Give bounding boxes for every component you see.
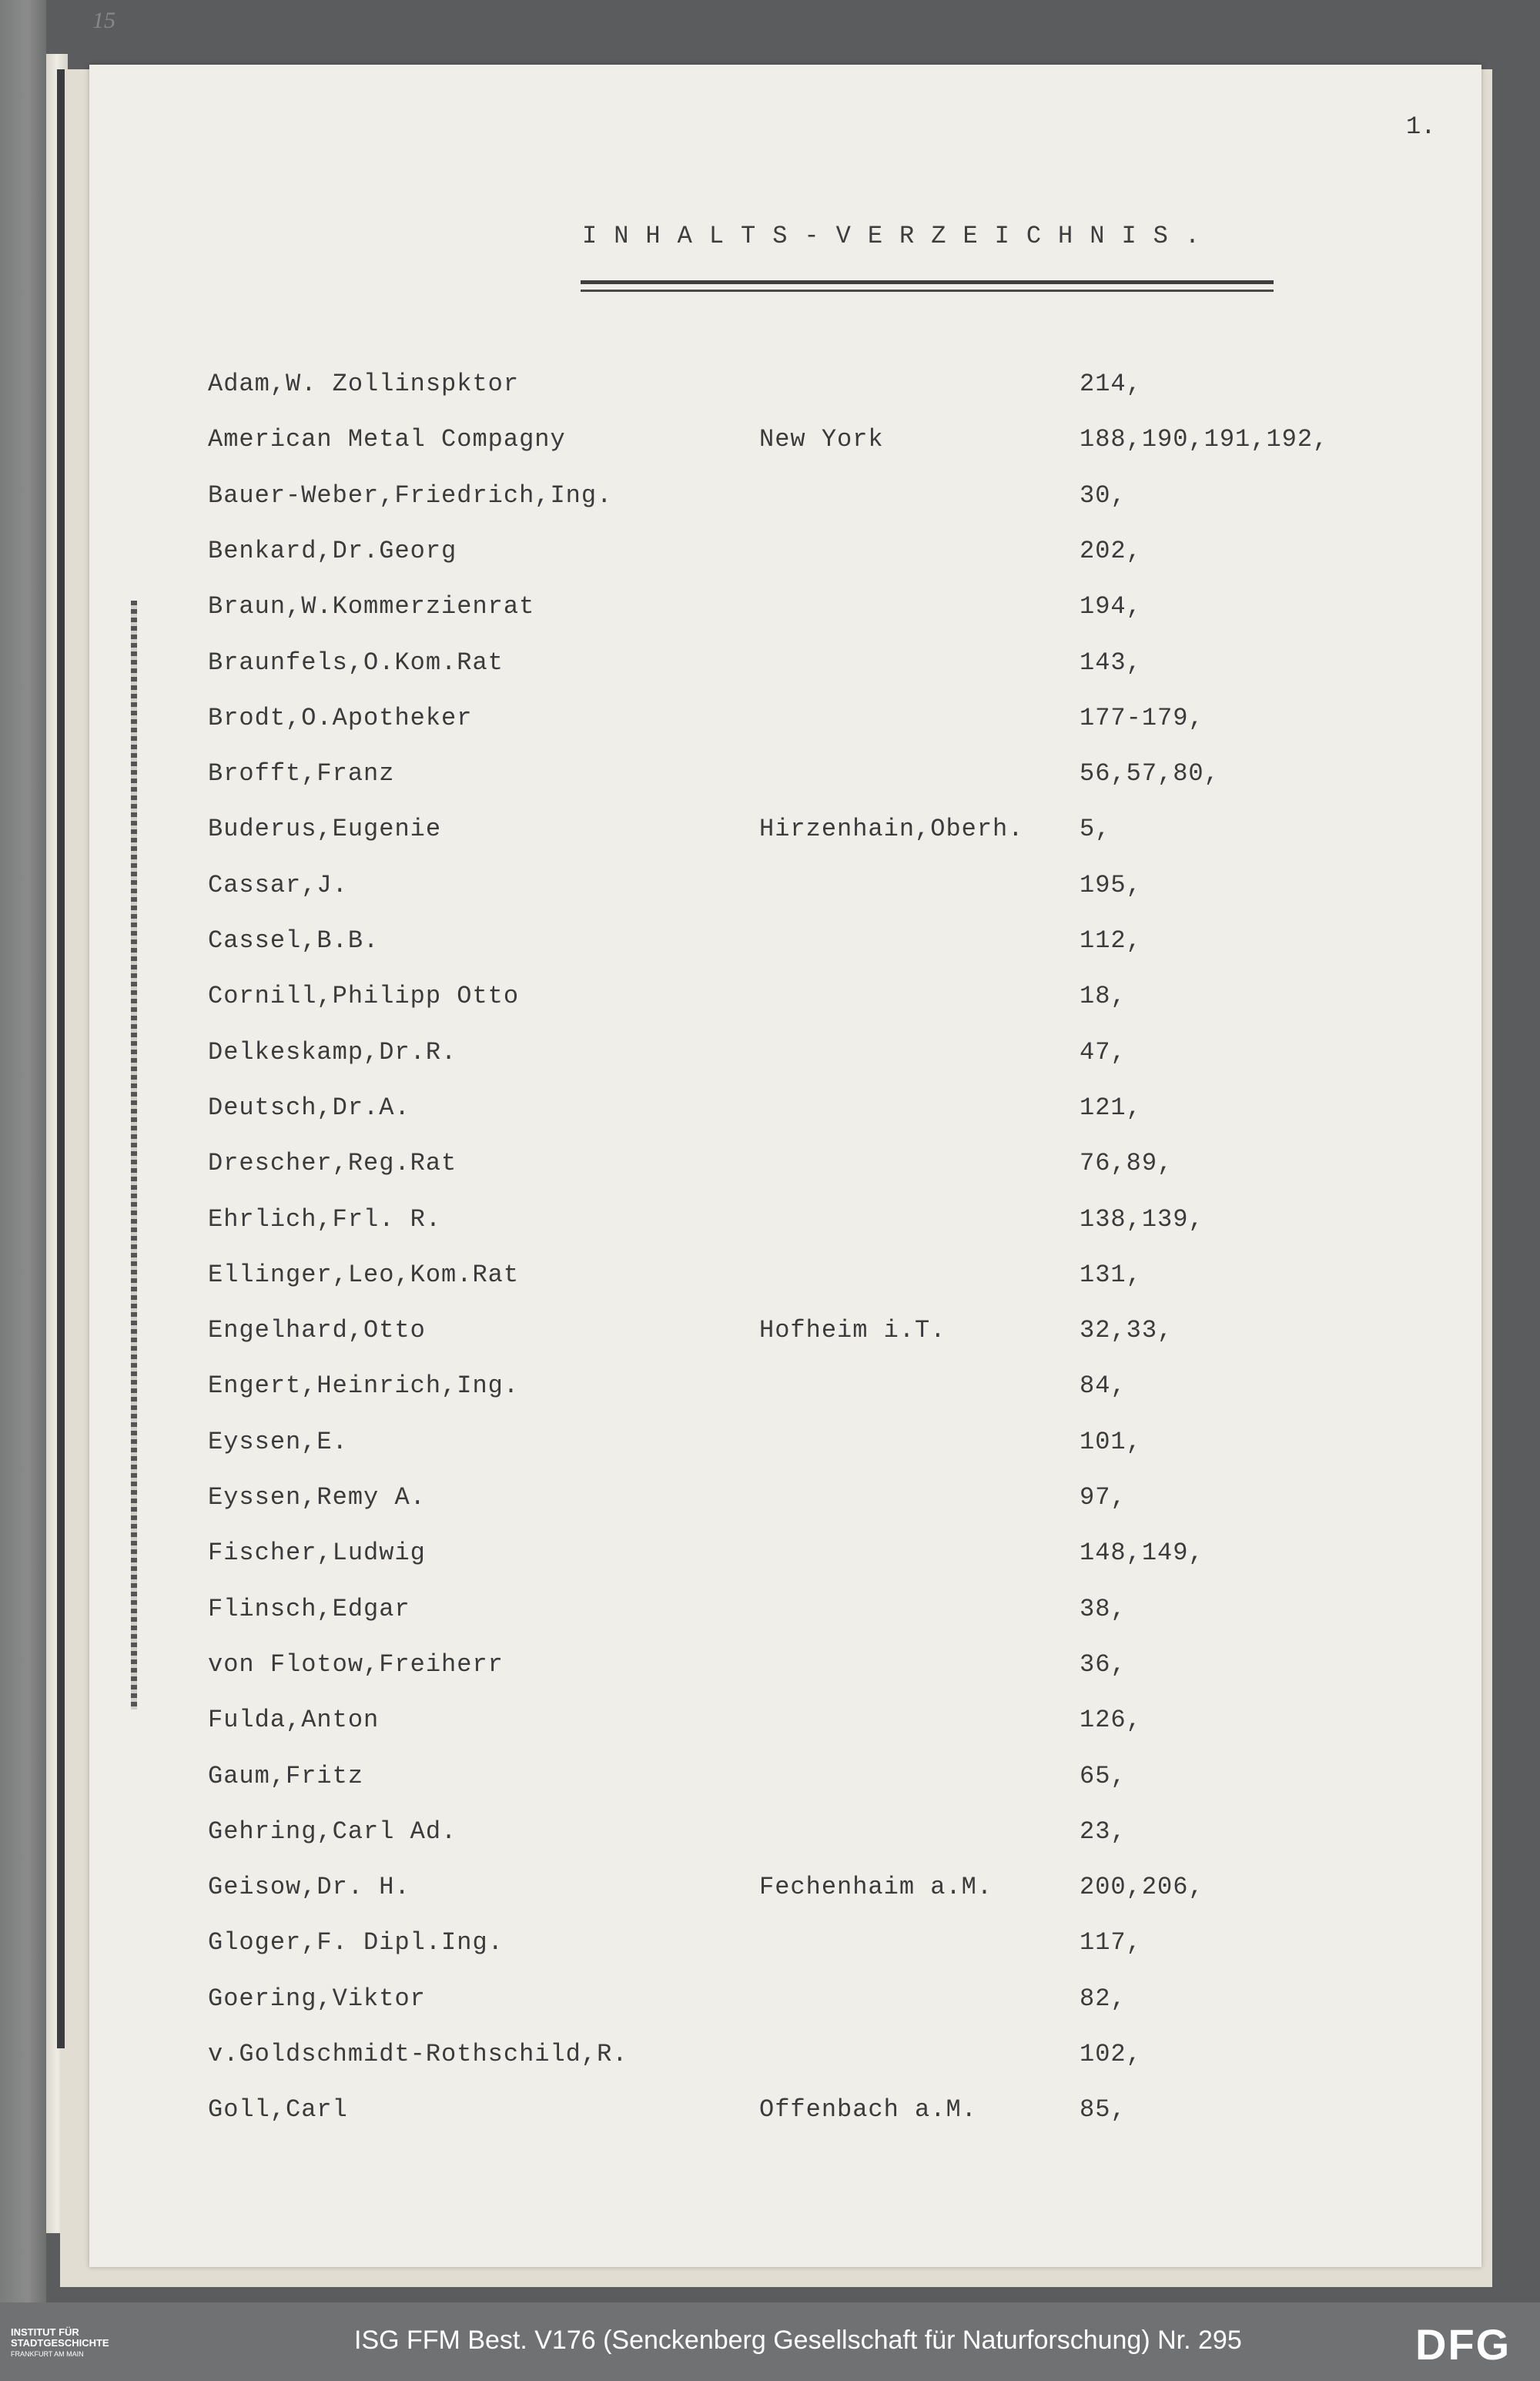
index-entry [89, 704, 1481, 742]
index-entry [89, 648, 1481, 687]
entry-pages: 85, [1080, 2095, 1127, 2125]
entry-pages: 188,190,191,192, [1080, 425, 1329, 454]
entry-pages: 18, [1080, 982, 1127, 1011]
index-entry [89, 1928, 1481, 1967]
index-entry [89, 815, 1481, 853]
entry-name: v.Goldschmidt-Rothschild,R. [208, 2040, 628, 2068]
entry-pages: 82, [1080, 1984, 1127, 2013]
entry-pages: 200,206, [1080, 1873, 1204, 1902]
entry-name: Cassel,B.B. [208, 926, 380, 955]
entry-name: American Metal Compagny [208, 425, 566, 454]
index-entry [89, 2095, 1481, 2134]
binder-cover [0, 0, 46, 2302]
entry-name: Braunfels,O.Kom.Rat [208, 648, 504, 677]
entry-name: Fischer,Ludwig [208, 1539, 426, 1568]
entry-place: New York [759, 425, 884, 454]
entry-pages: 195, [1080, 870, 1142, 899]
entry-pages: 117, [1080, 1928, 1142, 1957]
entry-name: Ellinger,Leo,Kom.Rat [208, 1260, 520, 1289]
entry-name: Cassar,J. [208, 870, 348, 899]
entry-name: Eyssen,E. [208, 1427, 348, 1456]
index-entry [89, 1261, 1481, 1299]
entry-place: Fechenhaim a.M. [759, 1873, 993, 1902]
entry-pages: 56,57,80, [1080, 759, 1220, 789]
entry-name: Deutsch,Dr.A. [208, 1093, 410, 1122]
index-entry [89, 1149, 1481, 1187]
pencil-mark: 15 [92, 8, 116, 33]
entry-name: Cornill,Philipp Otto [208, 982, 520, 1011]
binder-strip [57, 69, 65, 2048]
entry-pages: 65, [1080, 1761, 1127, 1790]
index-entry [89, 1595, 1481, 1633]
index-entry [89, 537, 1481, 575]
index-entry [89, 481, 1481, 520]
entry-name: Gaum,Fritz [208, 1761, 364, 1790]
index-entry [89, 1205, 1481, 1244]
index-entry [89, 982, 1481, 1020]
entry-pages: 36, [1080, 1649, 1127, 1679]
entry-name: Gehring,Carl Ad. [208, 1817, 457, 1846]
index-entry [89, 1873, 1481, 1911]
entry-name: Buderus,Eugenie [208, 815, 442, 844]
entry-pages: 143, [1080, 648, 1142, 677]
index-entry [89, 1038, 1481, 1077]
entry-pages: 112, [1080, 926, 1142, 955]
entry-pages: 84, [1080, 1371, 1127, 1401]
entry-place: Hofheim i.T. [759, 1316, 946, 1345]
entry-name: Delkeskamp,Dr.R. [208, 1037, 457, 1067]
entry-name: Goering,Viktor [208, 1984, 426, 2013]
institute-line-1: INSTITUT FÜR [11, 2326, 79, 2338]
title-underline-second [581, 290, 1274, 292]
entry-name: Goll,Carl [208, 2095, 348, 2125]
index-entry [89, 425, 1481, 464]
index-entry [89, 871, 1481, 909]
entry-pages: 177-179, [1080, 703, 1204, 732]
archive-caption: ISG FFM Best. V176 (Senckenberg Gesellschaft für Naturforschung) Nr. 295 [354, 2326, 1242, 2355]
entry-pages: 23, [1080, 1817, 1127, 1846]
entry-pages: 121, [1080, 1093, 1142, 1122]
institute-logo [11, 2327, 165, 2359]
index-entry [89, 1762, 1481, 1800]
dfg-logo: DFG [1415, 2320, 1512, 2369]
institute-line-2: STADTGESCHICHTE [11, 2337, 109, 2349]
entry-pages: 97, [1080, 1483, 1127, 1512]
entry-name: Engelhard,Otto [208, 1316, 426, 1345]
title-underline [581, 280, 1274, 284]
entry-name: Braun,W.Kommerzienrat [208, 592, 535, 621]
document-page [89, 65, 1481, 2267]
entry-name: Gloger,F. Dipl.Ing. [208, 1928, 504, 1957]
entry-pages: 32,33, [1080, 1316, 1173, 1345]
entry-pages: 5, [1080, 815, 1111, 844]
entry-pages: 131, [1080, 1260, 1142, 1289]
index-entry [89, 1316, 1481, 1355]
index-entry [89, 1706, 1481, 1744]
index-entry [89, 1539, 1481, 1577]
entry-name: Drescher,Reg.Rat [208, 1149, 457, 1178]
index-entry [89, 370, 1481, 408]
index-entry [89, 592, 1481, 631]
entry-pages: 214, [1080, 370, 1142, 398]
entry-pages: 138,139, [1080, 1204, 1204, 1234]
index-entry [89, 1984, 1481, 2023]
entry-name: Geisow,Dr. H. [208, 1873, 410, 1902]
index-entry [89, 759, 1481, 798]
entry-name: Bauer-Weber,Friedrich,Ing. [208, 481, 613, 510]
entry-pages: 101, [1080, 1427, 1142, 1456]
page-title: INHALTS-VERZEICHNIS. [582, 222, 1217, 250]
entry-name: Ehrlich,Frl. R. [208, 1204, 442, 1234]
index-entry [89, 2040, 1481, 2078]
entry-pages: 202, [1080, 536, 1142, 565]
index-entry [89, 1093, 1481, 1132]
page-number: 1. [1406, 112, 1436, 141]
entry-place: Offenbach a.M. [759, 2095, 977, 2125]
entry-name: Adam,W. Zollinspktor [208, 370, 520, 398]
entry-pages: 126, [1080, 1706, 1142, 1735]
entry-name: Brodt,O.Apotheker [208, 703, 473, 732]
entry-name: Fulda,Anton [208, 1706, 380, 1735]
entry-pages: 47, [1080, 1037, 1127, 1067]
entry-pages: 102, [1080, 2040, 1142, 2068]
entry-pages: 38, [1080, 1594, 1127, 1623]
entry-name: Eyssen,Remy A. [208, 1483, 426, 1512]
footer-bar [0, 2302, 1540, 2381]
index-entry [89, 926, 1481, 965]
entry-name: Benkard,Dr.Georg [208, 536, 457, 565]
entry-pages: 76,89, [1080, 1149, 1173, 1178]
index-entry [89, 1371, 1481, 1410]
entry-name: Brofft,Franz [208, 759, 395, 789]
index-entry [89, 1817, 1481, 1856]
index-entry [89, 1483, 1481, 1522]
entry-name: von Flotow,Freiherr [208, 1649, 504, 1679]
entry-pages: 148,149, [1080, 1539, 1204, 1568]
entry-pages: 30, [1080, 481, 1127, 510]
entry-pages: 194, [1080, 592, 1142, 621]
institute-line-3: FRANKFURT AM MAIN [11, 2350, 84, 2358]
index-entry [89, 1650, 1481, 1689]
entry-place: Hirzenhain,Oberh. [759, 815, 1024, 844]
entry-name: Flinsch,Edgar [208, 1594, 410, 1623]
entry-name: Engert,Heinrich,Ing. [208, 1371, 520, 1401]
index-entry [89, 1428, 1481, 1466]
